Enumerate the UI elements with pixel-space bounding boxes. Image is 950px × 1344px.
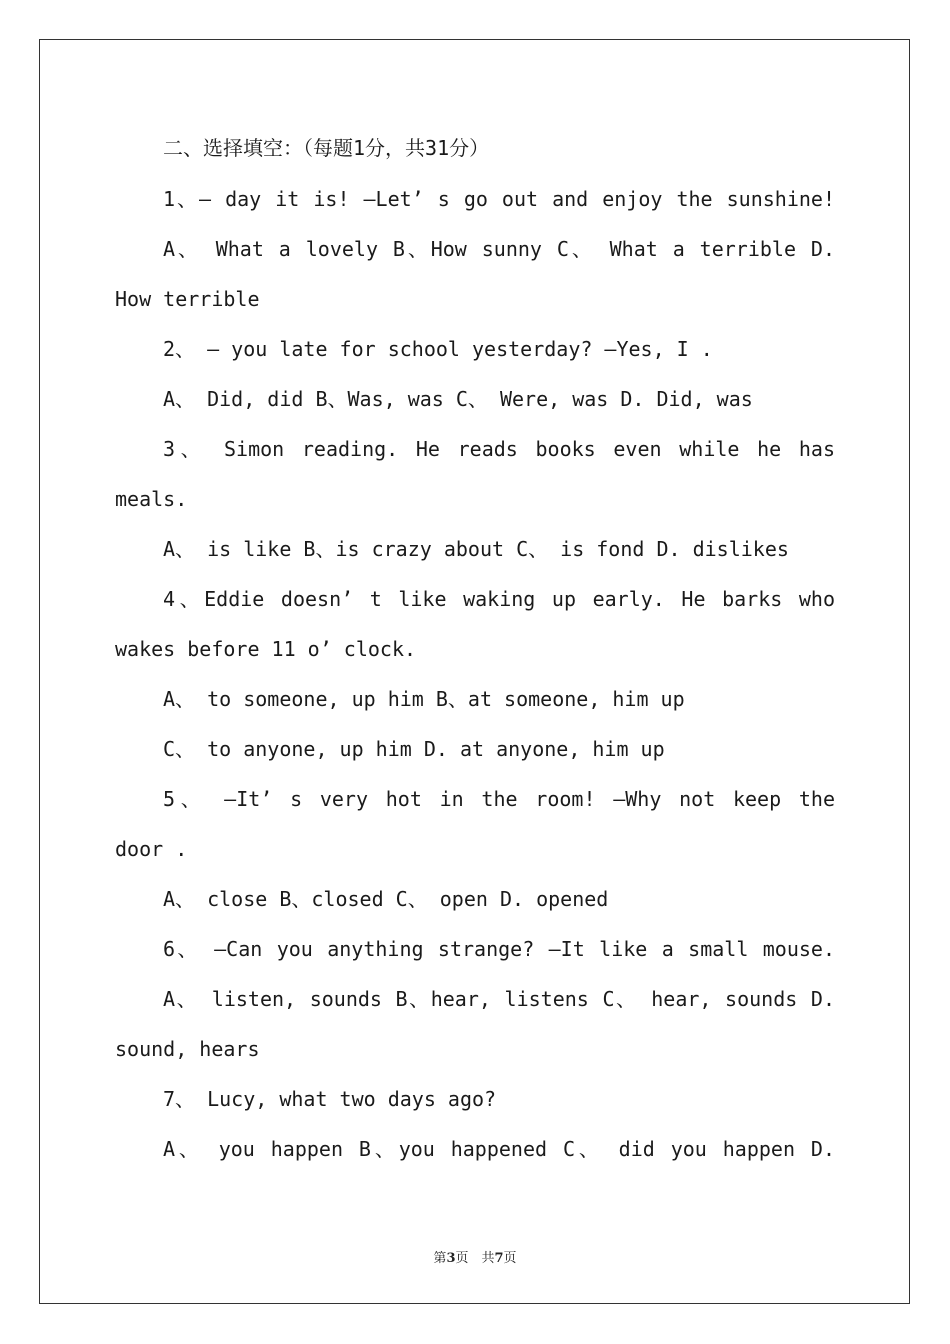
footer-mid: 页 共 (455, 1251, 495, 1266)
question-6-options-cont: sound, hears (115, 1037, 260, 1061)
footer-total-pages: 7 (494, 1251, 504, 1266)
question-3-cont: meals. (115, 487, 188, 511)
question-2: 2、 — you late for school yesterday? —Yes, I . (163, 337, 713, 361)
question-5-options: A、 close B、closed C、 open D. opened (163, 887, 609, 911)
page-footer (0, 1247, 950, 1266)
question-4-cont: wakes before 11 o’ clock. (115, 637, 417, 661)
question-1-options-cont: How terrible (115, 287, 260, 311)
question-4-options-cd: C、 to anyone, up him D. at anyone, him up (163, 737, 665, 761)
question-4: 4、Eddie doesn’ t like waking up early. He barks who (163, 587, 835, 611)
footer-page-number: 3 (446, 1251, 456, 1266)
footer-suffix: 页 (503, 1251, 517, 1266)
footer-prefix: 第 (433, 1251, 447, 1266)
question-7: 7、 Lucy, what two days ago? (163, 1087, 497, 1111)
question-5: 5、 —It’ s very hot in the room! —Why not keep the (163, 787, 835, 811)
question-6: 6、 —Can you anything strange? —It like a small mouse. (163, 937, 835, 961)
section-title: 二、选择填空：（每题1分，共31分） (163, 136, 490, 160)
question-5-cont: door . (115, 837, 188, 861)
question-7-options: A、 you happen B、you happened C、 did you happen D. (163, 1137, 835, 1161)
question-1: 1、— day it is! —Let’ s go out and enjoy the sunshine! (163, 187, 835, 211)
question-4-options-ab: A、 to someone, up him B、at someone, him up (163, 687, 685, 711)
question-3-options: A、 is like B、is crazy about C、 is fond D. dislikes (163, 537, 789, 561)
question-2-options: A、 Did, did B、Was, was C、 Were, was D. Did, was (163, 387, 753, 411)
question-3: 3、 Simon reading. He reads books even while he has (163, 437, 835, 461)
question-6-options: A、 listen, sounds B、hear, listens C、 hear, sounds D. (163, 987, 835, 1011)
page-border (39, 39, 910, 1304)
question-1-options: A、 What a lovely B、How sunny C、 What a terrible D. (163, 237, 835, 261)
